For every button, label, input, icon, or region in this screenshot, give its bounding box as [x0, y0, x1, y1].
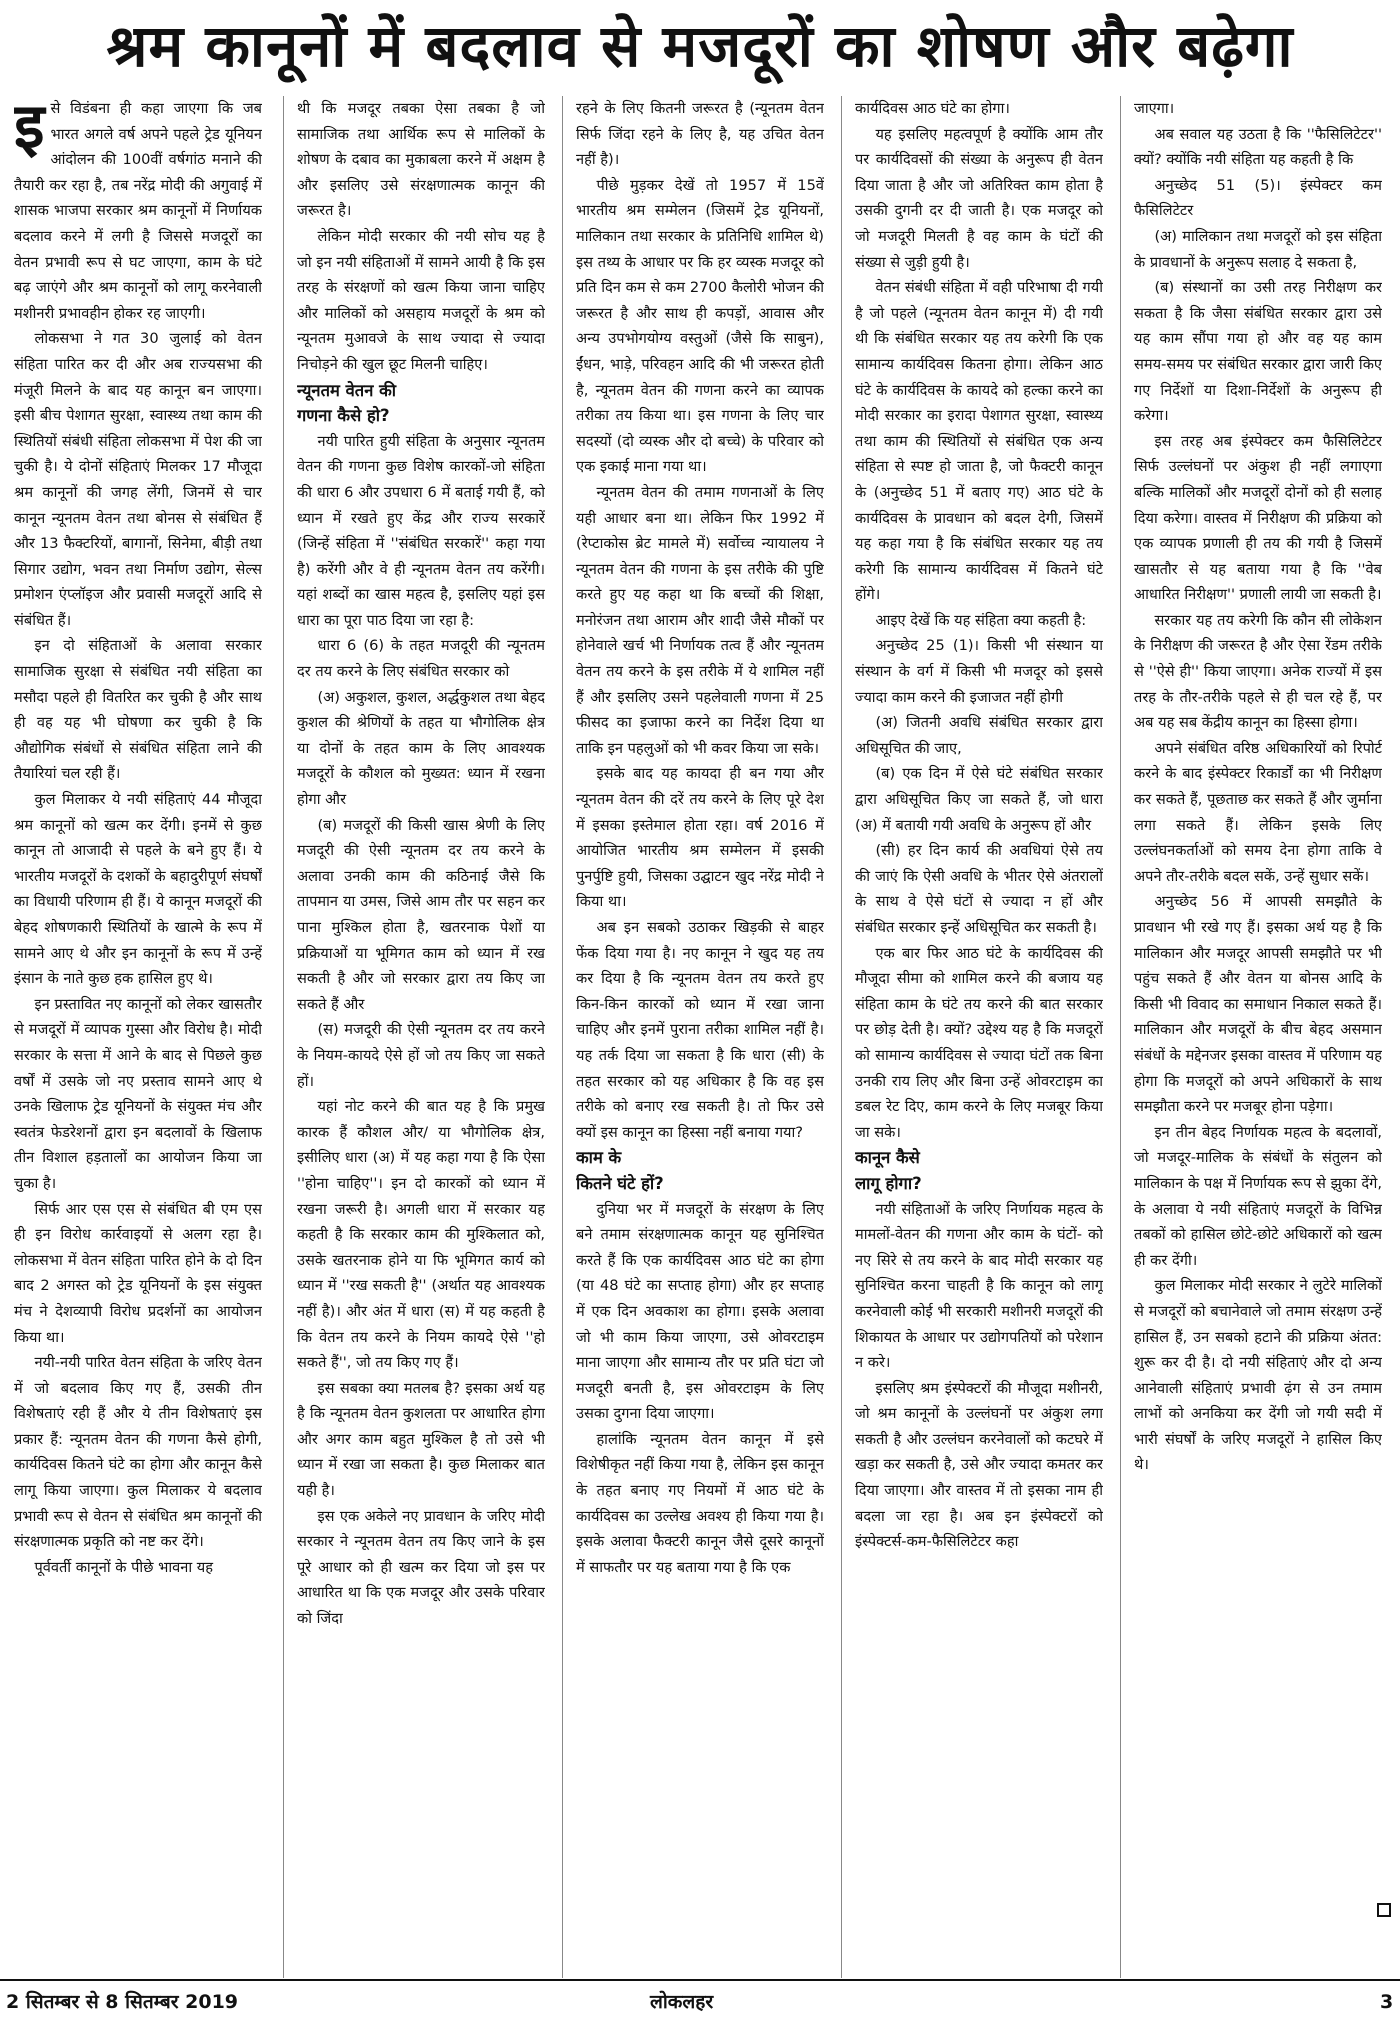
column-4 [855, 96, 1103, 1978]
paragraph-text: हालांकि न्यूनतम वेतन कानून में इसे विशेषीकृत नहीं किया गया है, लेकिन इस कानून के तहत बनाए गए नियमों में आठ घंटे के कार्यदिवस का उल्लेख अवश्य ही किया गया है। इसके अलावा फैक्टरी कानून जैसे दूसरे कानूनों में साफतौर पर यह बताया गया है कि एक [576, 1430, 824, 1576]
paragraph-text: (अ) मालिकान तथा मजदूरों को इस संहिता के प्रावधानों के अनुरूप सलाह दे सकता है, [1134, 227, 1382, 271]
paragraph-text: (अ) जितनी अवधि संबंधित सरकार द्वारा अधिसूचित की जाए, [855, 714, 1103, 757]
paragraph-text: पीछे मुड़कर देखें तो 1957 में 15वें भारतीय श्रम सम्मेलन (जिसमें ट्रेड यूनियनों, मालिकान तथा सरकार के प्रतिनिधि शामिल थे) इस तथ्य के आधार पर कि हर व्यस्क मजदूर को प्रति दिन कम से कम 2700 कैलोरी भोजन की जरूरत है और साथ ही कपड़ों, आवास और अन्य उपभोगयोग्य वस्तुओं (जैसे कि साबुन), ईंधन, भाड़े, परिवहन आदि की भी जरूरत होती है, न्यूनतम वेतन की गणना करने का व्यापक तरीका तय किया था। इस गणना के लिए चार सदस्यों (दो व्यस्क और दो बच्चे) के परिवार को एक इकाई माना गया था। [576, 176, 824, 476]
paragraph [855, 1376, 1103, 1555]
paragraph-text: सरकार यह तय करेगी कि कौन सी लोकेशन के निरीक्षण की जरूरत है और ऐसा रेंडम तरीके से ''ऐसे ही'' किया जाएगा। अनेक राज्यों में इस तरह के तौर-तरीके पहले से ही चल रहे हैं, पर अब यह सब केंद्रीय कानून का हिस्सा होगा। [1134, 611, 1382, 732]
paragraph-text: (ब) एक दिन में ऐसे घंटे संबंधित सरकार द्वारा अधिसूचित किए जा सकते हैं, जो धारा (अ) में बतायी गयी अवधि के अनुरूप हों और [855, 765, 1103, 834]
paragraph [1134, 96, 1382, 122]
paragraph-text: थी कि मजदूर तबका ऐसा तबका है जो सामाजिक तथा आर्थिक रूप से मालिकों के शोषण के दबाव का मुकाबला करने में अक्षम है और इसलिए उसे संरक्षणात्मक कानून की जरूरत है। [297, 100, 545, 220]
paragraph [576, 915, 824, 1145]
paragraph-text: पूर्ववर्ती कानूनों के पीछे भावना यह [34, 1558, 213, 1576]
paragraph [14, 992, 262, 1197]
subheading [855, 1145, 1103, 1196]
paragraph-text: लेकिन मोदी सरकार की नयी सोच यह है जो इन नयी संहिताओं में सामने आयी है कि इस तरह के संरक्षणों को खत्म किया जाना चाहिए और मालिकों को असहाय मजदूरों के श्रम को न्यूनतम मुआवजे के साथ ज्यादा से ज्यादा निचोड़ने की खुल छूट मिलनी चाहिए। [297, 227, 545, 373]
paragraph-text: वेतन संबंधी संहिता में वही परिभाषा दी गयी है जो पहले (न्यूनतम वेतन कानून में) दी गयी थी कि संबंधित सरकार यह तय करेगी कि एक सामान्य कार्यदिवस कितना होगा। लेकिन आठ घंटे के कार्यदिवस के कायदे को हल्का करने का मोदी सरकार का इरादा पेशागत सुरक्षा, स्वास्थ्य तथा काम की स्थितियों से संबंधित एक अन्य संहिता से स्पष्ट हो जाता है, जो फैक्टरी कानून के (अनुच्छेद 51 में बताए गए) आठ घंटे के कार्यदिवस के प्रावधान को बदल देगी, जिसमें यह कहा गया है कि संबंधित सरकार यह तय करेगी कि सामान्य कार्यदिवस में कितने घंटे होंगे। [855, 279, 1103, 604]
paragraph [297, 429, 545, 634]
paragraph [855, 838, 1103, 940]
subheading-line: लागू होगा? [855, 1173, 922, 1193]
paragraph [576, 96, 824, 173]
paragraph-text: अनुच्छेद 25 (1)। किसी भी संस्थान या संस्थान के वर्ग में किसी भी मजदूर को इससे ज्यादा काम करने की इजाजत नहीं होगी [855, 637, 1103, 706]
footer-rule [0, 1979, 1400, 1981]
paragraph-text: रहने के लिए कितनी जरूरत है (न्यूनतम वेतन सिर्फ जिंदा रहने के लिए है, यह उचित वेतन नहीं है)। [576, 100, 824, 169]
paragraph [576, 1197, 824, 1427]
paragraph-text: इस एक अकेले नए प्रावधान के जरिए मोदी सरकार ने न्यूनतम वेतन तय किए जाने के इस पूरे आधार को ही खत्म कर दिया जो इस पर आधारित था कि एक मजदूर और उसके परिवार को जिंदा [297, 1507, 545, 1628]
paragraph-text: अब सवाल यह उठता है कि ''फैसिलिटेटर'' क्यों? क्योंकि नयी संहिता यह कहती है कि [1134, 125, 1382, 169]
paragraph [14, 326, 262, 633]
paragraph-text: यह इसलिए महत्वपूर्ण है क्योंकि आम तौर पर कार्यदिवसों की संख्या के अनुरूप ही वेतन दिया जाता है और जो अतिरिक्त काम होता है उसकी दुगनी दर दी जाती है। एक मजदूर को जो मजदूरी मिलती है वह काम के घंटों की संख्या से जुड़ी हुयी है। [855, 125, 1103, 271]
paragraph-text: (सी) हर दिन कार्य की अवधियां ऐसे तय की जाएं कि ऐसी अवधि के भीतर ऐसे अंतरालों के साथ वे ऐसे घंटों से ज्यादा न हों और संबंधित सरकार इन्हें अधिसूचित कर सकती है। [855, 842, 1103, 936]
subheading-line: काम के [576, 1148, 622, 1168]
paragraph-text: अनुच्छेद 51 (5)। इंस्पेक्टर कम फैसिलिटेटर [1134, 176, 1382, 220]
paragraph-text: नयी-नयी पारित वेतन संहिता के जरिए वेतन में जो बदलाव किए गए हैं, उसकी तीन विशेषताएं रही हैं और ये तीन विशेषताएं इस प्रकार हैं: न्यूनतम वेतन की गणना कैसे होगी, कार्यदिवस कितने घंटे का होगा और कानून कैसे लागू किया जाएगा। कुल मिलाकर ये बदलाव प्रभावी रूप से वेतन से संबंधित श्रम कानूनों की संरक्षणात्मक प्रकृति को नष्ट कर देंगे। [14, 1354, 262, 1551]
article-body [0, 96, 1400, 1978]
column-3 [576, 96, 824, 1978]
paragraph-text: इसलिए श्रम इंस्पेक्टरों की मौजूदा मशीनरी, जो श्रम कानूनों के उल्लंघनों पर अंकुश लगा सकती है और उल्लंघन करनेवालों को कटघरे में खड़ा कर सकती है, उसे और ज्यादा कमतर कर दिया जाएगा। और वास्तव में तो इसका नाम ही बदला जा रहा है। अब इन इंस्पेक्टरों को इंस्पेक्टर्स-कम-फैसिलिटेटर कहा [855, 1379, 1103, 1551]
paragraph-text: नयी संहिताओं के जरिए निर्णायक महत्व के मामलों-वेतन की गणना और काम के घंटों- को नए सिरे से तय करने के बाद मोदी सरकार यह सुनिश्चित करना चाहती है कि कानून को लागू करनेवाली कोई भी सरकारी मशीनरी मजदूरों की शिकायत के आधार पर उद्योगपतियों को परेशान न करे। [855, 1200, 1103, 1372]
paragraph [576, 173, 824, 480]
paragraph-text: इसके बाद यह कायदा ही बन गया और न्यूनतम वेतन की दरें तय करने के लिए पूरे देश में इसका इस्तेमाल होता रहा। वर्ष 2016 में आयोजित भारतीय श्रम सम्मेलन में इसकी पुनर्पुष्टि हुयी, जिसका उद्घाटन खुद नरेंद्र मोदी ने किया था। [576, 765, 824, 911]
paragraph-text: इन तीन बेहद निर्णायक महत्व के बदलावों, जो मजदूर-मालिक के संबंधों के संतुलन को मालिकान के पक्ष में निर्णायक रूप से झुका देंगे, के अलावा ये नयी संहिताएं मजदूरों के विभिन्न तबकों को हासिल छोटे-छोटे अधिकारों को खत्म ही कर देंगी। [1134, 1123, 1382, 1269]
paragraph-text: कुल मिलाकर मोदी सरकार ने लुटेरे मालिकों से मजदूरों को बचानेवाले जो तमाम संरक्षण उन्हें हासिल हैं, उन सबको हटाने की प्रक्रिया अंतत: शुरू कर दी है। दो नयी संहिताएं और दो अन्य आनेवाली संहिताएं प्रभावी ढ़ंग से उन तमाम लाभों को अनकिया कर देंगी जो गयी सदी में भारी संघर्षों के जरिए मजदूरों ने हासिल किए थे। [1134, 1277, 1382, 1474]
paragraph [14, 1555, 262, 1581]
paragraph [297, 224, 545, 378]
column-5 [1134, 96, 1382, 1978]
paragraph [297, 1094, 545, 1376]
paragraph [297, 813, 545, 1018]
paragraph-text: एक बार फिर आठ घंटे के कार्यदिवस की मौजूदा सीमा को शामिल करने की बजाय यह संहिता काम के घंटे तय करने की बात सरकार पर छोड़ देती है। क्यों? उद्देश्य यह है कि मजदूरों को सामान्य कार्यदिवस से ज्यादा घंटों तक बिना उनकी राय लिए और बिना उन्हें ओवरटाइम का डबल रेट दिए, काम करने के लिए मजबूर किया जा सके। [855, 944, 1103, 1141]
paragraph [297, 96, 545, 224]
paragraph [297, 685, 545, 813]
paragraph-text: सिर्फ आर एस एस से संबंधित बी एम एस ही इन विरोध कार्रवाइयों से अलग रहा है। लोकसभा में वेतन संहिता पारित होने के दो दिन बाद 2 अगस्त को ट्रेड यूनियनों के इस संयुक्त मंच ने देशव्यापी विरोध प्रदर्शनों का आयोजन किया था। [14, 1200, 262, 1346]
paragraph [1134, 1273, 1382, 1478]
paragraph [855, 941, 1103, 1146]
paragraph-text: दुनिया भर में मजदूरों के संरक्षण के लिए बने तमाम संरक्षणात्मक कानून यह सुनिश्चित करते हैं कि एक कार्यदिवस आठ घंटे का होगा (या 48 घंटे का सप्ताह होगा) और हर सप्ताह में एक दिन अवकाश का होगा। इसके अलावा जो भी काम किया जाएगा, उसे ओवरटाइम माना जाएगा और सामान्य तौर पर प्रति घंटा जो मजदूरी बनती है, इस ओवरटाइम के लिए उसका दुगना दिया जाएगा। [576, 1200, 824, 1423]
paragraph [297, 1017, 545, 1094]
paragraph [1134, 275, 1382, 429]
paragraph [1134, 224, 1382, 275]
paragraph [14, 1197, 262, 1351]
paragraph-text: नयी पारित हुयी संहिता के अनुसार न्यूनतम वेतन की गणना कुछ विशेष कारकों-जो संहिता की धारा 6 और उपधारा 6 में बताई गयी हैं, को ध्यान में रखते हुए केंद्र और राज्य सरकारें (जिन्हें संहिता में ''संबंधित सरकारें'' कहा गया है) करेंगी और वे ही न्यूनतम वेतन तय करेंगी। यहां शब्दों का खास महत्व है, इसलिए यहां इस धारा का पूरा पाठ दिया जा रहा है: [297, 432, 545, 629]
paragraph-text: यहां नोट करने की बात यह है कि प्रमुख कारक हैं कौशल और/ या भौगोलिक क्षेत्र, इसीलिए धारा (अ) में यह कहा गया है कि ऐसा ''होना चाहिए''। इन दो कारकों को ध्यान में रखना जरूरी है। अगली धारा में सरकार यह कहती है कि सरकार काम की मुश्किलात को, उसके खतरनाक होने या फि भूमिगत कार्य को ध्यान में ''रख सकती है'' (अर्थात यह आवश्यक नहीं है)। और अंत में धारा (स) में यह कहती है कि वेतन तय करने के नियम कायदे ऐसे ''हो सकते हैं'', जो तय किए गए हैं। [297, 1098, 545, 1372]
paragraph-text: आइए देखें कि यह संहिता क्या कहती है: [875, 611, 1087, 629]
paragraph [1134, 429, 1382, 608]
end-of-article-icon [1377, 1903, 1391, 1917]
paragraph [1134, 608, 1382, 736]
paragraph [297, 1376, 545, 1504]
paragraph [855, 1197, 1103, 1376]
paragraph [297, 1504, 545, 1632]
paragraph-text: (ब) मजदूरों की किसी खास श्रेणी के लिए मजदूरी की ऐसी न्यूनतम दर तय करने के अलावा उनकी काम की कठिनाई जैसे कि तापमान या उमस, जिसे आम तौर पर सहन कर पाना मुश्किल होता है, खतरनाक पेशों या प्रक्रियाओं या भूमिगत काम को ध्यान में रख सकती है और जो सरकार द्वारा तय किए जा सकते हैं और [297, 816, 545, 1013]
paragraph [855, 633, 1103, 710]
paragraph [855, 761, 1103, 838]
subheading [297, 378, 545, 429]
drop-cap: इ [14, 96, 45, 162]
paragraph [576, 761, 824, 915]
footer-paper-name: लोकलहर [650, 1991, 714, 2013]
paragraph-text: अब इन सबको उठाकर खिड़की से बाहर फेंक दिया गया है। नए कानून ने खुद यह तय कर दिया है कि न्यूनतम वेतन तय करते हुए किन-किन कारकों को ध्यान में रखा जाना चाहिए और इनमें पुराना तरीका शामिल नहीं है। यह तर्क दिया जा सकता है कि धारा (सी) के तहत सरकार को यह अधिकार है कि वह इस तरीके को बनाए रख सकती है। तो फिर उसे क्यों इस कानून का हिस्सा नहीं बनाया गया? [576, 919, 824, 1141]
paragraph-text: धारा 6 (6) के तहत मजदूरी की न्यूनतम दर तय करने के लिए संबंधित सरकार को [297, 637, 545, 681]
paragraph [855, 122, 1103, 276]
paragraph-text: से विडंबना ही कहा जाएगा कि जब भारत अगले वर्ष अपने पहले ट्रेड यूनियन आंदोलन की 100वीं वर्षगांठ मनाने की तैयारी कर रहा है, तब नरेंद्र मोदी की अगुवाई में शासक भाजपा सरकार श्रम कानूनों में निर्णायक बदलाव करने में लगी है जिससे मजदूरों का वेतन प्रभावी रूप से घट जाएगा, काम के घंटे बढ़ जाएंगे और श्रम कानूनों को लागू करनेवाली मशीनरी प्रभावहीन होकर रह जाएगी। [14, 100, 262, 322]
paragraph-text: (अ) अकुशल, कुशल, अर्द्धकुशल तथा बेहद कुशल की श्रेणियों के तहत या भौगोलिक क्षेत्र या दोनों के तहत काम के लिए आवश्यक मजदूरों के कौशल को मुख्यत: ध्यान में रखना होगा और [297, 688, 545, 809]
paragraph [855, 96, 1103, 122]
subheading-line: कानून कैसे [855, 1148, 920, 1168]
subheading-line: गणना कैसे हो? [297, 406, 390, 426]
paragraph [576, 1427, 824, 1581]
paragraph [1134, 736, 1382, 890]
paragraph [855, 710, 1103, 761]
paragraph [855, 608, 1103, 634]
paragraph [14, 633, 262, 787]
paragraph [14, 96, 262, 326]
subheading-line: कितने घंटे हों? [576, 1173, 664, 1193]
paragraph [1134, 173, 1382, 224]
column-1 [14, 96, 262, 1978]
paragraph [576, 480, 824, 762]
headline: श्रम कानूनों में बदलाव से मजदूरों का शोषण और बढ़ेगा [106, 12, 1294, 80]
paragraph-text: इन प्रस्तावित नए कानूनों को लेकर खासतौर से मजदूरों में व्यापक गुस्सा और विरोध है। मोदी सरकार के सत्ता में आने के बाद से पिछले कुछ वर्षों में उसके जो नए प्रस्ताव सामने आए थे उनके खिलाफ ट्रेड यूनियनों के संयुक्त मंच और स्वतंत्र फेडरेशनों द्वारा इन बदलावों के खिलाफ तीन विशाल हड़तालों का आयोजन किया जा चुका है। [14, 995, 262, 1192]
paragraph [1134, 889, 1382, 1119]
paragraph-text: न्यूनतम वेतन की तमाम गणनाओं के लिए यही आधार बना था। लेकिन फिर 1992 में (रेप्टाकोस ब्रेट मामले में) सर्वोच्च न्यायालय ने न्यूनतम वेतन की गणना के इस तरीके की पुष्टि करते हुए यह कहा था कि बच्चों की शिक्षा, मनोरंजन तथा आराम और शादी जैसे मौकों पर होनेवाले खर्च भी निर्णायक तत्व हैं और न्यूनतम वेतन तय करने के इस तरीके में ये शामिल नहीं हैं और इसलिए उसने पहलेवाली गणना में 25 फीसद का इजाफा करने का निर्देश दिया था ताकि इन पहलुओं को भी कवर किया जा सके। [576, 483, 824, 757]
paragraph-text: इन दो संहिताओं के अलावा सरकार सामाजिक सुरक्षा से संबंधित नयी संहिता का मसौदा पहले ही वितरित कर चुकी है और साथ ही वह यह भी घोषणा कर चुकी है कि औद्योगिक संबंधों से संबंधित संहिता लाने की तैयारियां चल रही हैं। [14, 637, 262, 783]
paragraph-text: इस सबका क्या मतलब है? इसका अर्थ यह है कि न्यूनतम वेतन कुशलता पर आधारित होगा और अगर काम बहुत मुश्किल है तो उसे भी ध्यान में रखा जा सकता है। कुछ मिलाकर बात यही है। [297, 1379, 545, 1500]
paragraph-text: अपने संबंधित वरिष्ठ अधिकारियों को रिपोर्ट करने के बाद इंस्पेक्टर रिकार्डों का भी निरीक्षण कर सकते हैं, पूछताछ कर सकते हैं और जुर्माना लगा सकते हैं। लेकिन इसके लिए उल्लंघनकर्ताओं को समय देना होगा ताकि वे अपने तौर-तरीके बदल सकें, उन्हें सुधार सकें। [1134, 739, 1382, 885]
paragraph [14, 1350, 262, 1555]
paragraph-text: लोकसभा ने गत 30 जुलाई को वेतन संहिता पारित कर दी और अब राज्यसभा की मंजूरी मिलने के बाद यह कानून बन जाएगा। इसी बीच पेशागत सुरक्षा, स्वास्थ्य तथा काम की स्थितियों संबंधी संहिता लोकसभा में पेश की जा चुकी है। ये दोनों संहिताएं मिलकर 17 मौजूदा श्रम कानूनों की जगह लेंगी, जिनमें से चार कानून न्यूनतम वेतन तथा बोनस से संबंधित हैं और 13 फैक्टरियों, बागानों, सिनेमा, बीड़ी तथा सिगार उद्योग, भवन तथा निर्माण उद्योग, सेल्स प्रमोशन एंप्लॉइज और प्रवासी मजदूरों आदि से संबंधित हैं। [14, 330, 262, 629]
paragraph [855, 275, 1103, 608]
paragraph [297, 633, 545, 684]
paragraph-text: (ब) संस्थानों का उसी तरह निरीक्षण कर सकता है कि जैसा संबंधित सरकार द्वारा उसे यह काम सौंपा गया हो और वह यह काम समय-समय पर संबंधित सरकार द्वारा जारी किए गए निर्देशों या दिशा-निर्देशों के अनुरूप ही करेगा। [1134, 279, 1382, 425]
footer-page-number: 3 [1380, 1991, 1394, 2013]
subheading [576, 1145, 824, 1196]
paragraph [1134, 1120, 1382, 1274]
footer-date: 2 सितम्बर से 8 सितम्बर 2019 [6, 1991, 239, 2013]
column-2 [297, 96, 545, 1978]
paragraph [1134, 122, 1382, 173]
paragraph-text: अनुच्छेद 56 में आपसी समझौते के प्रावधान भी रखे गए हैं। इसका अर्थ यह है कि मालिकान और मजदूर आपसी समझौते पर भी पहुंच सकते हैं और वेतन या बोनस आदि के किसी भी विवाद का समाधान निकाल सकते हैं। मालिकान और मजदूरों के बीच बेहद असमान संबंधों के मद्देनजर इसका वास्तव में परिणाम यह होगा कि मजदूरों को अपने अधिकारों के साथ समझौता करने पर मजबूर होना पड़ेगा। [1134, 893, 1382, 1116]
paragraph-text: जाएगा। [1134, 100, 1175, 117]
paragraph [14, 787, 262, 992]
paragraph-text: इस तरह अब इंस्पेक्टर कम फैसिलिटेटर सिर्फ उल्लंघनों पर अंकुश ही नहीं लगाएगा बल्कि मालिकों और मजदूरों दोनों को ही सलाह दिया करेगा। वास्तव में निरीक्षण की प्रक्रिया को एक व्यापक प्रणाली ही तय की गयी है जिसमें खासतौर से यह बताया गया है कि ''वेब आधारित निरीक्षण'' प्रणाली लायी जा सकती है। [1134, 432, 1382, 604]
paragraph-text: (स) मजदूरी की ऐसी न्यूनतम दर तय करने के नियम-कायदे ऐसे हों जो तय किए जा सकते हों। [297, 1021, 545, 1090]
paragraph-text: कुल मिलाकर ये नयी संहिताएं 44 मौजूदा श्रम कानूनों को खत्म कर देंगी। इनमें से कुछ कानून तो आजादी से पहले के बने हुए हैं। ये भारतीय मजदूरों के दशकों के बहादुरीपूर्ण संघर्षों का विधायी परिणाम ही हैं। ये कानून मजदूरों की बेहद शोषणकारी स्थितियों के खात्मे के रूप में सामने आए थे और इन कानूनों के रूप में उन्हें इंसान के नाते कुछ हक हासिल हुए थे। [14, 791, 262, 988]
paragraph-text: कार्यदिवस आठ घंटे का होगा। [855, 100, 1010, 117]
subheading-line: न्यूनतम वेतन की [297, 380, 397, 400]
